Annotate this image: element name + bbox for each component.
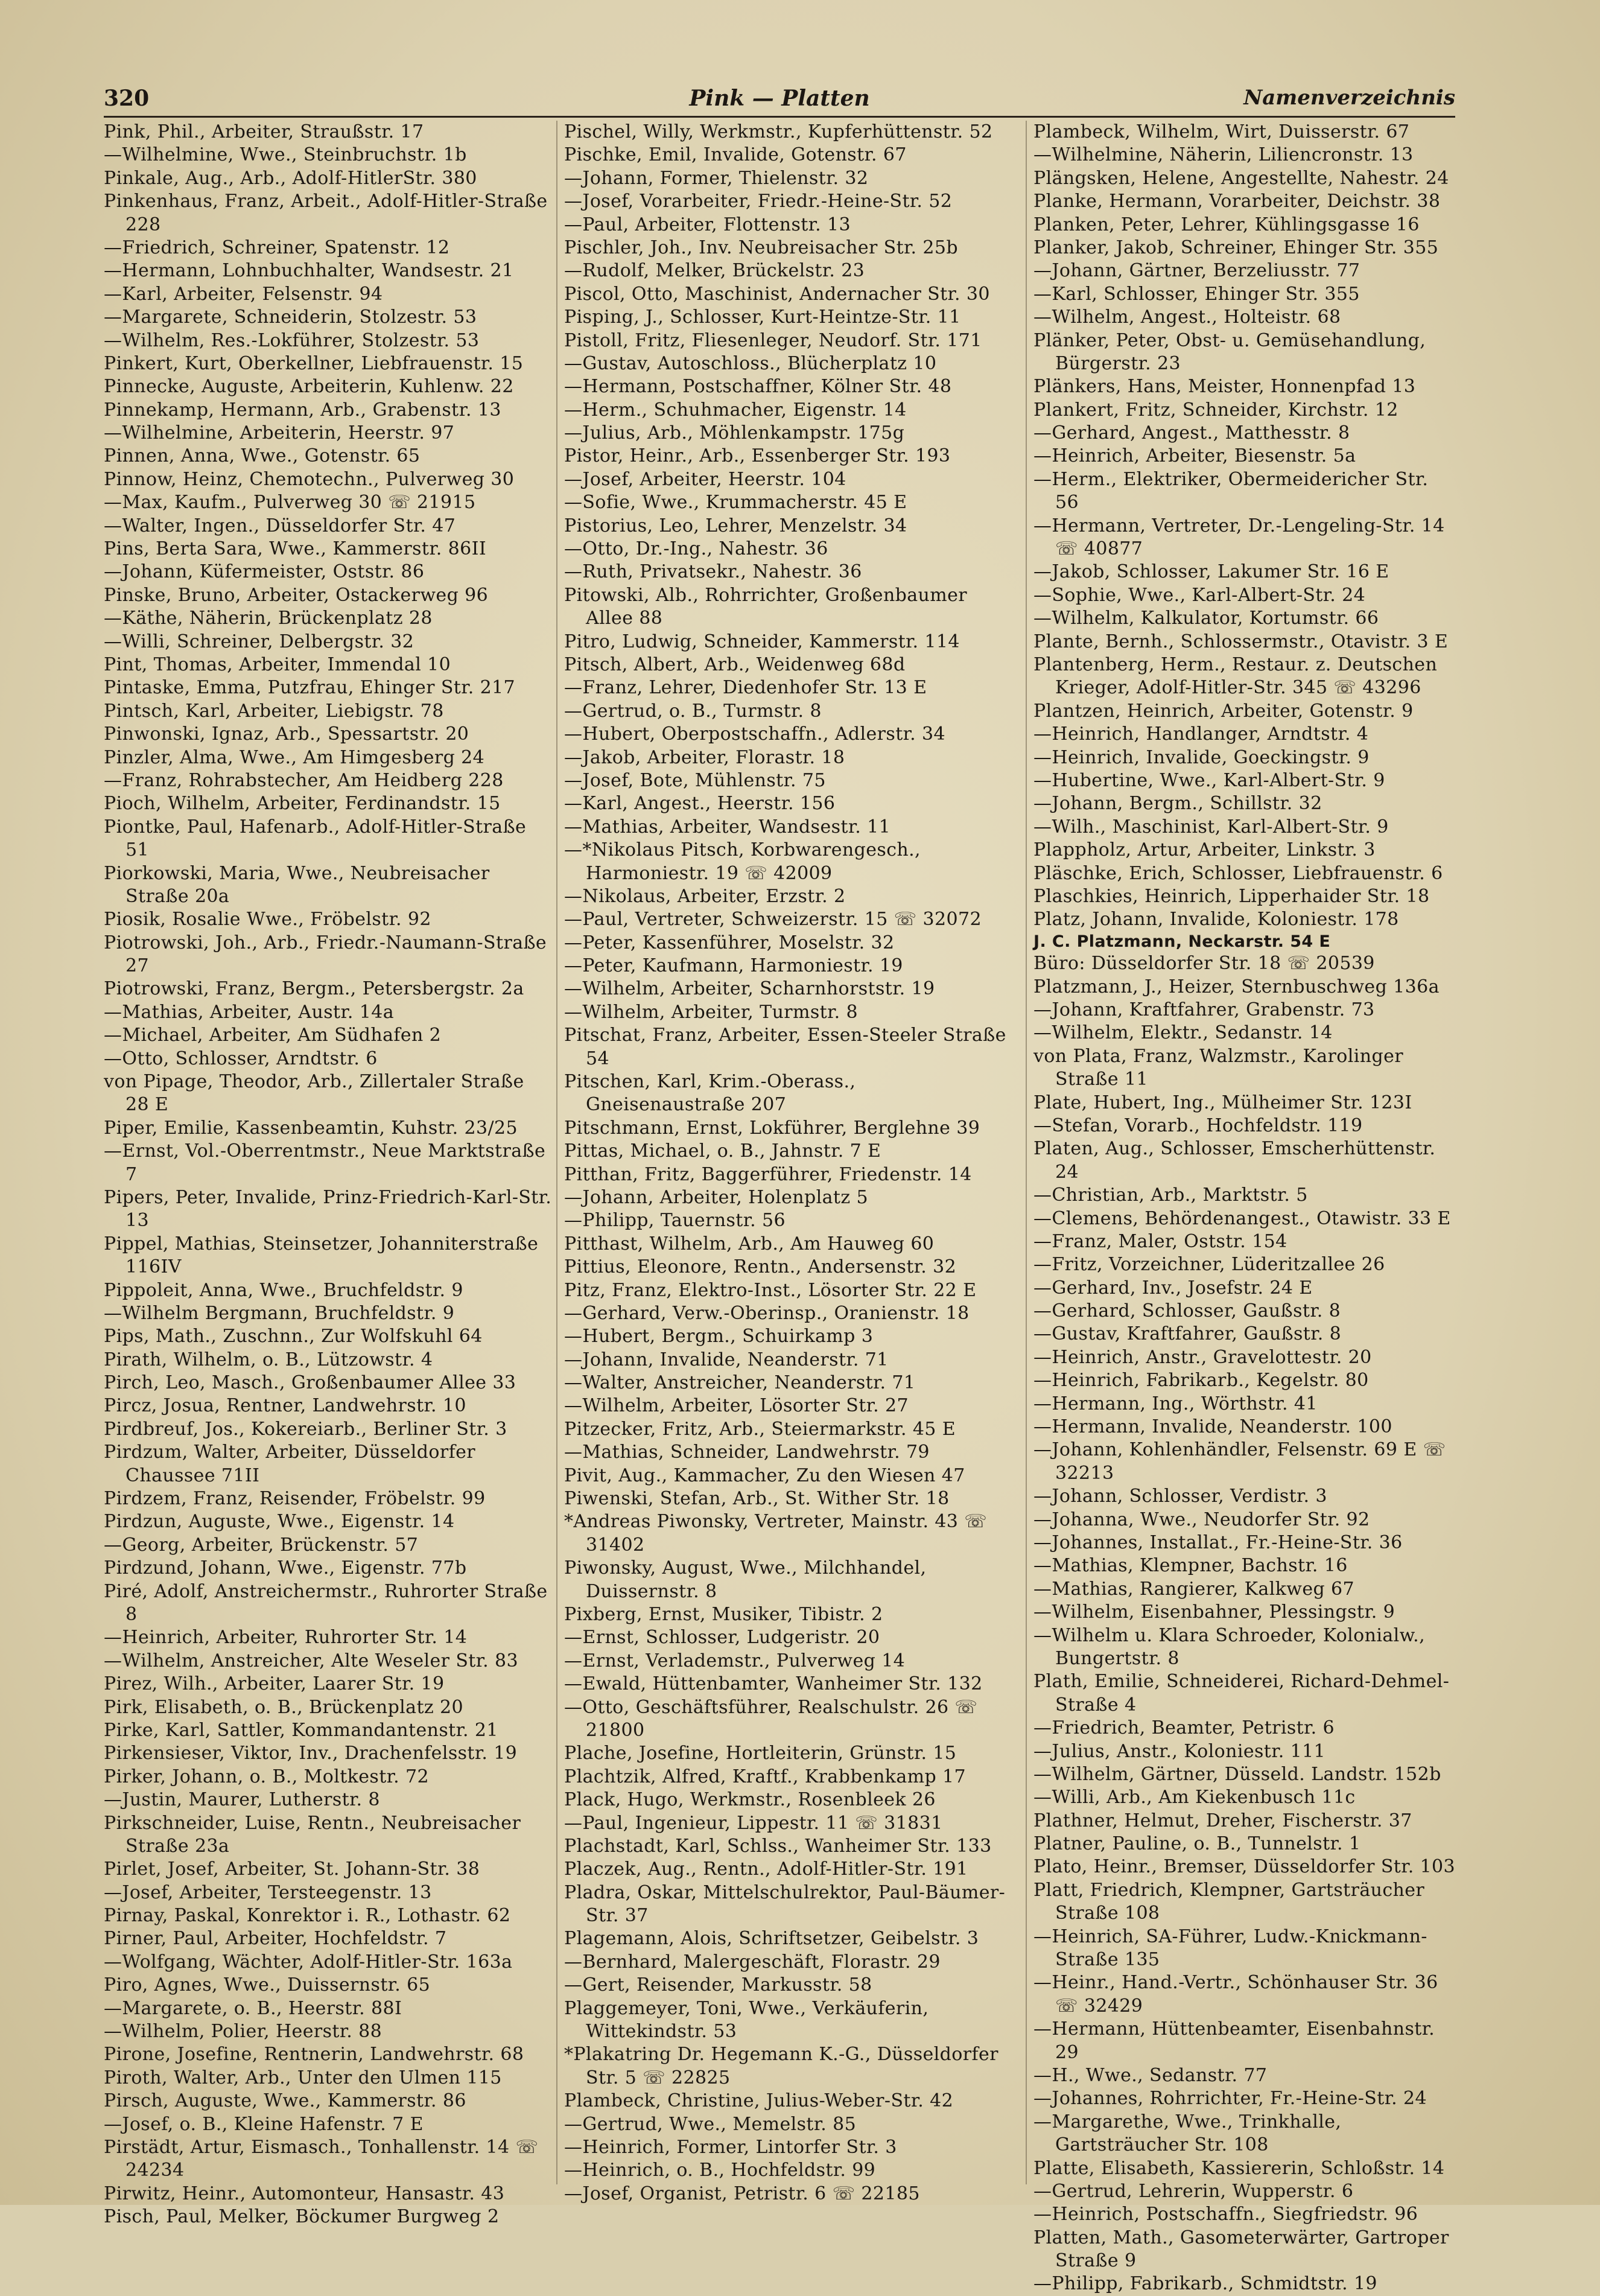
- directory-entry: Pitz, Franz, Elektro-Inst., Lösorter Str. 22 E: [564, 1279, 977, 1301]
- directory-entry: *Plakatring Dr. Hegemann K.-G., Düsseldorfer Str. 5 ☏ 22825: [564, 2044, 998, 2088]
- directory-entry: Plachstadt, Karl, Schlss., Wanheimer Str. 133: [564, 1835, 992, 1857]
- directory-entry: —Heinrich, Fabrikarb., Kegelstr. 80: [1033, 1370, 1369, 1391]
- directory-entry: Plathner, Helmut, Dreher, Fischerstr. 37: [1033, 1810, 1412, 1831]
- directory-entry: —Karl, Arbeiter, Felsenstr. 94: [104, 283, 383, 305]
- directory-entry: —Karl, Angest., Heerstr. 156: [564, 793, 836, 815]
- directory-entry: Pitowski, Alb., Rohrrichter, Großenbaumer Allee 88: [564, 584, 968, 629]
- directory-entry: —Wilhelm Bergmann, Bruchfeldstr. 9: [104, 1302, 455, 1324]
- directory-entry: Pink, Phil., Arbeiter, Straußstr. 17: [104, 121, 424, 142]
- directory-entry: —Wilh., Maschinist, Karl-Albert-Str. 9: [1033, 816, 1389, 838]
- directory-entry: Platten, Math., Gasometerwärter, Gartroper Straße 9: [1033, 2227, 1449, 2272]
- directory-entry: Plappholz, Artur, Arbeiter, Linkstr. 3: [1033, 839, 1376, 861]
- directory-entry: —Wilhelm, Arbeiter, Lösorter Str. 27: [564, 1395, 909, 1417]
- directory-entry: —Paul, Arbeiter, Flottenstr. 13: [564, 214, 851, 235]
- directory-entry: —Josef, Bote, Mühlenstr. 75: [564, 769, 826, 791]
- directory-entry: Pixberg, Ernst, Musiker, Tibistr. 2: [564, 1604, 883, 1625]
- directory-entry: —Margarete, o. B., Heerstr. 88I: [104, 1997, 402, 2019]
- directory-entry: Pirsch, Auguste, Wwe., Kammerstr. 86: [104, 2090, 466, 2112]
- directory-entry: Plantenberg, Herm., Restaur. z. Deutschen Krieger, Adolf-Hitler-Str. 345 ☏ 43296: [1033, 654, 1438, 699]
- directory-entry: —Walter, Anstreicher, Neanderstr. 71: [564, 1372, 916, 1394]
- directory-entry: Placzek, Aug., Rentn., Adolf-Hitler-Str. 191: [564, 1859, 968, 1880]
- directory-entry: —Josef, Organist, Petristr. 6 ☏ 22185: [564, 2183, 920, 2204]
- directory-entry: Plankert, Fritz, Schneider, Kirchstr. 12: [1033, 399, 1398, 421]
- directory-entry: —Johann, Arbeiter, Holenplatz 5: [564, 1186, 868, 1208]
- directory-entry: —Jakob, Arbeiter, Florastr. 18: [564, 746, 845, 768]
- directory-entry: Pitzecker, Fritz, Arb., Steiermarkstr. 45 E: [564, 1418, 956, 1440]
- directory-entry: —Peter, Kassenführer, Moselstr. 32: [564, 932, 895, 953]
- directory-entry: —Wolfgang, Wächter, Adolf-Hitler-Str. 163a: [104, 1951, 513, 1973]
- directory-entry: Pirkensieser, Viktor, Inv., Drachenfelsstr. 19: [104, 1743, 518, 1764]
- directory-entry: Platte, Elisabeth, Kassiererin, Schloßstr. 14: [1033, 2157, 1445, 2179]
- directory-entry: Pinkale, Aug., Arb., Adolf-HitlerStr. 380: [104, 167, 477, 189]
- directory-entry: —Heinrich, Invalide, Goeckingstr. 9: [1033, 746, 1370, 768]
- directory-entry: Pinwonski, Ignaz, Arb., Spessartstr. 20: [104, 723, 469, 745]
- directory-entry: Pitschen, Karl, Krim.-Oberass., Gneisenaustraße 207: [564, 1071, 856, 1116]
- directory-entry: —Heinrich, SA-Führer, Ludw.-Knickmann-Straße 135: [1033, 1926, 1427, 1971]
- directory-entry: Pipers, Peter, Invalide, Prinz-Friedrich-Karl-Str. 13: [104, 1186, 552, 1232]
- directory-entry: —Ernst, Verlademstr., Pulverweg 14: [564, 1650, 906, 1671]
- directory-entry: Pirch, Leo, Masch., Großenbaumer Allee 33: [104, 1372, 516, 1394]
- directory-entry: Piotrowski, Franz, Bergm., Petersbergstr. 2a: [104, 978, 524, 1000]
- directory-entry: —Paul, Vertreter, Schweizerstr. 15 ☏ 32072: [564, 909, 982, 930]
- directory-entry: —Julius, Anstr., Koloniestr. 111: [1033, 1740, 1326, 1762]
- directory-entry: Pittius, Eleonore, Rentn., Andersenstr. 32: [564, 1256, 957, 1278]
- directory-entry: —Johann, Bergm., Schillstr. 32: [1033, 793, 1322, 815]
- directory-entry: —Gerhard, Verw.-Oberinsp., Oranienstr. 18: [564, 1302, 970, 1324]
- directory-entry: Pirez, Wilh., Arbeiter, Laarer Str. 19: [104, 1673, 445, 1695]
- directory-entry: Planke, Hermann, Vorarbeiter, Deichstr. 38: [1033, 191, 1441, 212]
- directory-entry: Pirstädt, Artur, Eismasch., Tonhallenstr. 14 ☏ 24234: [104, 2136, 539, 2181]
- directory-entry: —Ewald, Hüttenbamter, Wanheimer Str. 132: [564, 1673, 983, 1695]
- column-1: [104, 121, 553, 2228]
- directory-entry: —Gerhard, Schlosser, Gaußstr. 8: [1033, 1300, 1341, 1322]
- directory-entry: —Michael, Arbeiter, Am Südhafen 2: [104, 1025, 442, 1046]
- directory-entry: —Heinrich, Handlanger, Arndtstr. 4: [1033, 723, 1369, 745]
- directory-entry: —Johanna, Wwe., Neudorfer Str. 92: [1033, 1509, 1370, 1530]
- directory-entry: —Mathias, Klempner, Bachstr. 16: [1033, 1555, 1348, 1577]
- directory-entry: Piré, Adolf, Anstreichermstr., Ruhrorter Straße 8: [104, 1580, 548, 1625]
- directory-entry: Plambeck, Wilhelm, Wirt, Duisserstr. 67: [1033, 121, 1410, 142]
- directory-entry: Piroth, Walter, Arb., Unter den Ulmen 115: [104, 2067, 502, 2088]
- directory-entry: —Gertrud, Lehrerin, Wupperstr. 6: [1033, 2180, 1354, 2202]
- directory-entry: J. C. Platzmann, Neckarstr. 54 E: [1033, 932, 1331, 951]
- directory-entry: Pittas, Michael, o. B., Jahnstr. 7 E: [564, 1140, 881, 1162]
- directory-entry: Platz, Johann, Invalide, Koloniestr. 178: [1033, 909, 1399, 930]
- directory-entry: —Johann, Invalide, Neanderstr. 71: [564, 1349, 889, 1370]
- directory-entry: —Gerhard, Inv., Josefstr. 24 E: [1033, 1277, 1313, 1299]
- directory-entry: —Johann, Kohlenhändler, Felsenstr. 69 E ☏ 32213: [1033, 1439, 1446, 1484]
- directory-entry: Pischel, Willy, Werkmstr., Kupferhüttenstr. 52: [564, 121, 993, 142]
- directory-entry: —Wilhelm, Anstreicher, Alte Weseler Str. 83: [104, 1650, 519, 1671]
- directory-entry: Planken, Peter, Lehrer, Kühlingsgasse 16: [1033, 214, 1420, 235]
- directory-entry: —Heinrich, Postschaffn., Siegfriedstr. 96: [1033, 2204, 1418, 2225]
- directory-entry: —Franz, Rohrabstecher, Am Heidberg 228: [104, 769, 504, 791]
- directory-entry: von Pipage, Theodor, Arb., Zillertaler Straße 28 E: [104, 1071, 524, 1116]
- directory-entry: Platner, Pauline, o. B., Tunnelstr. 1: [1033, 1833, 1361, 1855]
- directory-entry: Pint, Thomas, Arbeiter, Immendal 10: [104, 654, 451, 675]
- directory-entry: Pirke, Karl, Sattler, Kommandantenstr. 21: [104, 1719, 498, 1741]
- directory-entry: Pioch, Wilhelm, Arbeiter, Ferdinandstr. 15: [104, 793, 501, 815]
- directory-entry: Pinnow, Heinz, Chemotechn., Pulverweg 30: [104, 468, 515, 490]
- directory-entry: Pippel, Mathias, Steinsetzer, Johanniterstraße 116IV: [104, 1233, 539, 1278]
- directory-entry: —Josef, o. B., Kleine Hafenstr. 7 E: [104, 2113, 424, 2135]
- directory-entry: —Josef, Arbeiter, Tersteegenstr. 13: [104, 1881, 432, 1903]
- directory-entry: —Clemens, Behördenangest., Otawistr. 33 E: [1033, 1207, 1451, 1229]
- directory-entry: Pintsch, Karl, Arbeiter, Liebigstr. 78: [104, 700, 444, 722]
- page-title: Pink — Platten: [689, 86, 870, 111]
- directory-entry: —Herm., Schuhmacher, Eigenstr. 14: [564, 399, 907, 421]
- directory-entry: Pitro, Ludwig, Schneider, Kammerstr. 114: [564, 631, 960, 652]
- directory-entry: Plato, Heinr., Bremser, Düsseldorfer Str. 103: [1033, 1856, 1456, 1878]
- directory-entry: —Johann, Gärtner, Berzeliusstr. 77: [1033, 260, 1360, 282]
- directory-entry: —Otto, Schlosser, Arndtstr. 6: [104, 1048, 378, 1069]
- directory-entry: Pladra, Oskar, Mittelschulrektor, Paul-Bäumer-Str. 37: [564, 1881, 1006, 1927]
- directory-entry: Pischler, Joh., Inv. Neubreisacher Str. 25b: [564, 237, 958, 258]
- directory-entry: —Gustav, Autoschloss., Blücherplatz 10: [564, 352, 937, 374]
- directory-entry: Pitthast, Wilhelm, Arb., Am Hauweg 60: [564, 1233, 935, 1255]
- directory-entry: —Hermann, Lohnbuchhalter, Wandsestr. 21: [104, 260, 514, 282]
- directory-entry: —Mathias, Rangierer, Kalkweg 67: [1033, 1578, 1354, 1600]
- directory-entry: Pippoleit, Anna, Wwe., Bruchfeldstr. 9: [104, 1279, 463, 1301]
- directory-entry: —Wilhelmine, Arbeiterin, Heerstr. 97: [104, 422, 455, 444]
- directory-entry: *Andreas Piwonsky, Vertreter, Mainstr. 43 ☏ 31402: [564, 1511, 988, 1556]
- directory-entry: —Josef, Vorarbeiter, Friedr.-Heine-Str. 52: [564, 191, 953, 212]
- directory-entry: von Plata, Franz, Walzmstr., Karolinger Straße 11: [1033, 1045, 1403, 1090]
- directory-entry: Pinnekamp, Hermann, Arb., Grabenstr. 13: [104, 399, 501, 421]
- directory-entry: —Jakob, Schlosser, Lakumer Str. 16 E: [1033, 561, 1389, 583]
- directory-entry: —Franz, Lehrer, Diedenhofer Str. 13 E: [564, 677, 927, 699]
- directory-entry: Pins, Berta Sara, Wwe., Kammerstr. 86II: [104, 538, 487, 560]
- directory-entry: —Ernst, Schlosser, Ludgeristr. 20: [564, 1627, 880, 1649]
- directory-entry: Plante, Bernh., Schlossermstr., Otavistr. 3 E: [1033, 631, 1449, 652]
- header-rule: [104, 116, 1455, 118]
- directory-entry: Pistorius, Leo, Lehrer, Menzelstr. 34: [564, 515, 907, 536]
- directory-entry: —Gustav, Kraftfahrer, Gaußstr. 8: [1033, 1323, 1342, 1345]
- directory-entry: —Walter, Ingen., Düsseldorfer Str. 47: [104, 515, 456, 536]
- directory-entry: Platen, Aug., Schlosser, Emscherhüttenstr. 24: [1033, 1138, 1436, 1183]
- directory-entry: Pirdzem, Franz, Reisender, Fröbelstr. 99: [104, 1488, 486, 1510]
- directory-entry: Pirkschneider, Luise, Rentn., Neubreisacher Straße 23a: [104, 1812, 521, 1857]
- directory-entry: Pirath, Wilhelm, o. B., Lützowstr. 4: [104, 1349, 433, 1370]
- directory-entry: —Johann, Schlosser, Verdistr. 3: [1033, 1486, 1327, 1507]
- directory-entry: —Franz, Maler, Oststr. 154: [1033, 1230, 1287, 1252]
- directory-entry: —Heinrich, Anstr., Gravelottestr. 20: [1033, 1346, 1372, 1368]
- directory-entry: Piscol, Otto, Maschinist, Andernacher Str. 30: [564, 283, 990, 305]
- directory-entry: Plate, Hubert, Ing., Mülheimer Str. 123I: [1033, 1092, 1412, 1113]
- directory-entry: Plath, Emilie, Schneiderei, Richard-Dehmel-Straße 4: [1033, 1671, 1450, 1716]
- directory-entry: —Herm., Elektriker, Obermeidericher Str. 56: [1033, 468, 1429, 514]
- directory-entry: —Hermann, Vertreter, Dr.-Lengeling-Str. 14 ☏ 40877: [1033, 515, 1445, 560]
- column-divider: [556, 121, 557, 2184]
- directory-entry: —Mathias, Arbeiter, Austr. 14a: [104, 1001, 395, 1023]
- directory-entry: Pitsch, Albert, Arb., Weidenweg 68d: [564, 654, 906, 675]
- directory-entry: —Justin, Maurer, Lutherstr. 8: [104, 1789, 380, 1811]
- directory-entry: —Christian, Arb., Marktstr. 5: [1033, 1185, 1308, 1206]
- directory-entry: —Rudolf, Melker, Brückelstr. 23: [564, 260, 865, 282]
- directory-entry: Pischke, Emil, Invalide, Gotenstr. 67: [564, 144, 907, 166]
- directory-entry: —Hermann, Hüttenbeamter, Eisenbahnstr. 29: [1033, 2018, 1435, 2063]
- directory-entry: Piro, Agnes, Wwe., Duissernstr. 65: [104, 1974, 431, 1996]
- directory-entry: —Margarethe, Wwe., Trinkhalle, Gartsträucher Str. 108: [1033, 2111, 1342, 2156]
- directory-entry: Piontke, Paul, Hafenarb., Adolf-Hitler-Straße 51: [104, 816, 527, 861]
- directory-entry: —Julius, Arb., Möhlenkampstr. 175g: [564, 422, 905, 444]
- directory-entry: Pircz, Josua, Rentner, Landwehrstr. 10: [104, 1395, 466, 1417]
- directory-entry: —Gertrud, Wwe., Memelstr. 85: [564, 2113, 857, 2135]
- directory-entry: Pistoll, Fritz, Fliesenleger, Neudorf. Str. 171: [564, 329, 982, 351]
- directory-entry: Pinkenhaus, Franz, Arbeit., Adolf-Hitler-Straße 228: [104, 191, 548, 235]
- directory-entry: —Johannes, Rohrrichter, Fr.-Heine-Str. 24: [1033, 2088, 1427, 2110]
- directory-entry: Büro: Düsseldorfer Str. 18 ☏ 20539: [1033, 953, 1375, 975]
- directory-entry: —Heinr., Hand.-Vertr., Schönhauser Str. 36 ☏ 32429: [1033, 1972, 1438, 2017]
- directory-entry: Pirdzund, Johann, Wwe., Eigenstr. 77b: [104, 1557, 467, 1579]
- directory-entry: —Heinrich, Arbeiter, Ruhrorter Str. 14: [104, 1627, 468, 1649]
- directory-entry: —Georg, Arbeiter, Brückenstr. 57: [104, 1534, 419, 1556]
- directory-entry: —Wilhelmine, Näherin, Liliencronstr. 13: [1033, 144, 1414, 166]
- directory-entry: Plambeck, Christine, Julius-Weber-Str. 42: [564, 2090, 954, 2112]
- directory-entry: —Johannes, Installat., Fr.-Heine-Str. 36: [1033, 1531, 1403, 1553]
- directory-entry: Platt, Friedrich, Klempner, Gartsträucher Straße 108: [1033, 1879, 1425, 1924]
- directory-entry: —Wilhelm, Arbeiter, Turmstr. 8: [564, 1001, 858, 1023]
- directory-entry: Pirdzum, Walter, Arbeiter, Düsseldorfer Chaussee 71II: [104, 1442, 476, 1486]
- directory-entry: Piwenski, Stefan, Arb., St. Wither Str. 18: [564, 1488, 950, 1510]
- directory-entry: —Friedrich, Beamter, Petristr. 6: [1033, 1717, 1335, 1739]
- directory-entry: Plängsken, Helene, Angestellte, Nahestr. 24: [1033, 167, 1449, 189]
- directory-entry: —Wilhelm, Eisenbahner, Plessingstr. 9: [1033, 1601, 1395, 1623]
- directory-entry: Pintaske, Emma, Putzfrau, Ehinger Str. 217: [104, 677, 516, 699]
- directory-entry: Plaschkies, Heinrich, Lipperhaider Str. 18: [1033, 885, 1430, 907]
- directory-entry: Plachtzik, Alfred, Kraftf., Krabbenkamp 17: [564, 1766, 967, 1787]
- column-3: [1033, 121, 1456, 2295]
- directory-entry: —Wilhelm, Gärtner, Düsseld. Landstr. 152b: [1033, 1763, 1441, 1785]
- directory-entry: —Mathias, Arbeiter, Wandsestr. 11: [564, 816, 891, 838]
- directory-entry: —Max, Kaufm., Pulverweg 30 ☏ 21915: [104, 492, 476, 514]
- directory-entry: —Wilhelm, Polier, Heerstr. 88: [104, 2021, 383, 2043]
- directory-entry: —Hermann, Ing., Wörthstr. 41: [1033, 1393, 1318, 1414]
- directory-entry: Pips, Math., Zuschnn., Zur Wolfskuhl 64: [104, 1326, 483, 1347]
- directory-entry: —Heinrich, Arbeiter, Biesenstr. 5a: [1033, 445, 1356, 467]
- directory-entry: —Sophie, Wwe., Karl-Albert-Str. 24: [1033, 584, 1366, 606]
- directory-entry: Pinske, Bruno, Arbeiter, Ostackerweg 96: [104, 584, 489, 606]
- directory-entry: —Käthe, Näherin, Brückenplatz 28: [104, 608, 433, 629]
- directory-entry: Pirker, Johann, o. B., Moltkestr. 72: [104, 1766, 429, 1787]
- directory-entry: —Johann, Former, Thielenstr. 32: [564, 167, 869, 189]
- directory-entry: Pistor, Heinr., Arb., Essenberger Str. 193: [564, 445, 951, 467]
- directory-entry: Plantzen, Heinrich, Arbeiter, Gotenstr. 9: [1033, 700, 1414, 722]
- directory-entry: —Hubertine, Wwe., Karl-Albert-Str. 9: [1033, 769, 1385, 791]
- directory-entry: —Wilhelmine, Wwe., Steinbruchstr. 1b: [104, 144, 467, 166]
- directory-entry: —Wilhelm, Arbeiter, Scharnhorststr. 19: [564, 978, 935, 1000]
- directory-entry: —Hermann, Postschaffner, Kölner Str. 48: [564, 376, 952, 398]
- directory-entry: —Josef, Arbeiter, Heerstr. 104: [564, 468, 846, 490]
- directory-entry: —Paul, Ingenieur, Lippestr. 11 ☏ 31831: [564, 1812, 943, 1834]
- directory-entry: —Philipp, Fabrikarb., Schmidtstr. 19: [1033, 2273, 1377, 2295]
- directory-entry: —Wilhelm, Res.-Lokführer, Stolzestr. 53: [104, 329, 480, 351]
- directory-entry: —Hermann, Invalide, Neanderstr. 100: [1033, 1416, 1392, 1438]
- directory-entry: —Nikolaus, Arbeiter, Erzstr. 2: [564, 885, 846, 907]
- directory-entry: —Friedrich, Schreiner, Spatenstr. 12: [104, 237, 450, 258]
- directory-entry: —Stefan, Vorarb., Hochfeldstr. 119: [1033, 1115, 1363, 1136]
- column-2: [564, 121, 1014, 2204]
- directory-entry: —H., Wwe., Sedanstr. 77: [1033, 2064, 1268, 2086]
- directory-entry: —Wilhelm u. Klara Schroeder, Kolonialw., Bungertstr. 8: [1033, 1624, 1426, 1669]
- directory-entry: Pisch, Paul, Melker, Böckumer Burgweg 2: [104, 2206, 500, 2228]
- column-divider: [1026, 121, 1027, 2184]
- directory-entry: Plack, Hugo, Werkmstr., Rosenbleek 26: [564, 1789, 936, 1811]
- directory-entry: Pläschke, Erich, Schlosser, Liebfrauenstr. 6: [1033, 862, 1443, 884]
- directory-entry: —Otto, Dr.-Ing., Nahestr. 36: [564, 538, 828, 560]
- directory-entry: Pitschmann, Ernst, Lokführer, Berglehne 39: [564, 1117, 980, 1139]
- directory-entry: Pinnecke, Auguste, Arbeiterin, Kuhlenw. 22: [104, 376, 514, 398]
- directory-entry: Plänkers, Hans, Meister, Honnenpfad 13: [1033, 376, 1416, 398]
- directory-entry: Pirdzun, Auguste, Wwe., Eigenstr. 14: [104, 1511, 455, 1533]
- directory-entry: —Willi, Arb., Am Kiekenbusch 11c: [1033, 1787, 1356, 1808]
- directory-entry: Piorkowski, Maria, Wwe., Neubreisacher Straße 20a: [104, 862, 490, 907]
- directory-entry: —Hubert, Bergm., Schuirkamp 3: [564, 1326, 874, 1347]
- directory-entry: —Wilhelm, Kalkulator, Kortumstr. 66: [1033, 608, 1379, 629]
- section-title: Namenverzeichnis: [1243, 86, 1455, 110]
- directory-entry: Pirlet, Josef, Arbeiter, St. Johann-Str. 38: [104, 1859, 480, 1880]
- directory-entry: —Ernst, Vol.-Oberrentmstr., Neue Marktstraße 7: [104, 1140, 546, 1185]
- directory-entry: Plaggemeyer, Toni, Wwe., Verkäuferin, Wittekindstr. 53: [564, 1997, 929, 2043]
- directory-entry: —Wilhelm, Angest., Holteistr. 68: [1033, 307, 1341, 328]
- directory-entry: Pitschat, Franz, Arbeiter, Essen-Steeler Straße 54: [564, 1025, 1006, 1069]
- directory-entry: Piosik, Rosalie Wwe., Fröbelstr. 92: [104, 909, 431, 930]
- directory-entry: —Johann, Küfermeister, Oststr. 86: [104, 561, 425, 583]
- directory-entry: —Ruth, Privatsekr., Nahestr. 36: [564, 561, 862, 583]
- directory-entry: —Gertrud, o. B., Turmstr. 8: [564, 700, 822, 722]
- directory-entry: —Wilhelm, Elektr., Sedanstr. 14: [1033, 1022, 1333, 1044]
- directory-entry: Platzmann, J., Heizer, Sternbuschweg 136a: [1033, 976, 1440, 997]
- directory-entry: Pirk, Elisabeth, o. B., Brückenplatz 20: [104, 1696, 464, 1718]
- directory-entry: —Karl, Schlosser, Ehinger Str. 355: [1033, 283, 1360, 305]
- directory-entry: —Sofie, Wwe., Krummacherstr. 45 E: [564, 492, 907, 514]
- directory-entry: —Gerhard, Angest., Matthesstr. 8: [1033, 422, 1350, 444]
- directory-entry: Pirone, Josefine, Rentnerin, Landwehrstr. 68: [104, 2044, 524, 2065]
- directory-entry: —Gert, Reisender, Markusstr. 58: [564, 1974, 872, 1996]
- directory-entry: —Margarete, Schneiderin, Stolzestr. 53: [104, 307, 477, 328]
- directory-entry: Piotrowski, Joh., Arb., Friedr.-Naumann-Straße 27: [104, 932, 547, 977]
- directory-entry: —Johann, Kraftfahrer, Grabenstr. 73: [1033, 999, 1375, 1020]
- directory-entry: Pinnen, Anna, Wwe., Gotenstr. 65: [104, 445, 421, 467]
- directory-entry: —Heinrich, Former, Lintorfer Str. 3: [564, 2136, 897, 2158]
- directory-entry: Plagemann, Alois, Schriftsetzer, Geibelstr. 3: [564, 1928, 979, 1950]
- directory-entry: —Fritz, Vorzeichner, Lüderitzallee 26: [1033, 1254, 1385, 1276]
- directory-entry: —Philipp, Tauernstr. 56: [564, 1210, 786, 1232]
- directory-entry: Planker, Jakob, Schreiner, Ehinger Str. 355: [1033, 237, 1439, 258]
- directory-entry: Pirwitz, Heinr., Automonteur, Hansastr. 43: [104, 2183, 505, 2204]
- directory-entry: —Heinrich, o. B., Hochfeldstr. 99: [564, 2160, 876, 2181]
- directory-entry: Pirdbreuf, Jos., Kokereiarb., Berliner Str. 3: [104, 1418, 507, 1440]
- directory-entry: Plache, Josefine, Hortleiterin, Grünstr. 15: [564, 1743, 957, 1764]
- directory-entry: Pinzler, Alma, Wwe., Am Himgesberg 24: [104, 746, 485, 768]
- directory-entry: —Bernhard, Malergeschäft, Florastr. 29: [564, 1951, 941, 1973]
- directory-entry: Pisping, J., Schlosser, Kurt-Heintze-Str. 11: [564, 307, 961, 328]
- directory-entry: —Peter, Kaufmann, Harmoniestr. 19: [564, 955, 903, 977]
- directory-entry: Plänker, Peter, Obst- u. Gemüsehandlung, Bürgerstr. 23: [1033, 329, 1426, 374]
- directory-entry: Pitthan, Fritz, Baggerführer, Friedenstr. 14: [564, 1163, 972, 1185]
- directory-entry: Pivit, Aug., Kammacher, Zu den Wiesen 47: [564, 1464, 965, 1486]
- directory-entry: Pinkert, Kurt, Oberkellner, Liebfrauenstr. 15: [104, 352, 524, 374]
- directory-entry: Piper, Emilie, Kassenbeamtin, Kuhstr. 23/25: [104, 1117, 518, 1139]
- directory-entry: —Willi, Schreiner, Delbergstr. 32: [104, 631, 414, 652]
- page-header: [104, 86, 1455, 115]
- directory-entry: Pirnay, Paskal, Konrektor i. R., Lothastr. 62: [104, 1905, 511, 1927]
- directory-entry: Piwonsky, August, Wwe., Milchhandel, Duissernstr. 8: [564, 1557, 927, 1602]
- directory-entry: Pirner, Paul, Arbeiter, Hochfeldstr. 7: [104, 1928, 447, 1950]
- directory-entry: —Mathias, Schneider, Landwehrstr. 79: [564, 1442, 930, 1463]
- directory-entry: —Otto, Geschäftsführer, Realschulstr. 26 ☏ 21800: [564, 1696, 978, 1741]
- page-number: 320: [104, 86, 150, 111]
- directory-entry: —Hubert, Oberpostschaffn., Adlerstr. 34: [564, 723, 945, 745]
- directory-entry: —*Nikolaus Pitsch, Korbwarengesch., Harmoniestr. 19 ☏ 42009: [564, 839, 921, 884]
